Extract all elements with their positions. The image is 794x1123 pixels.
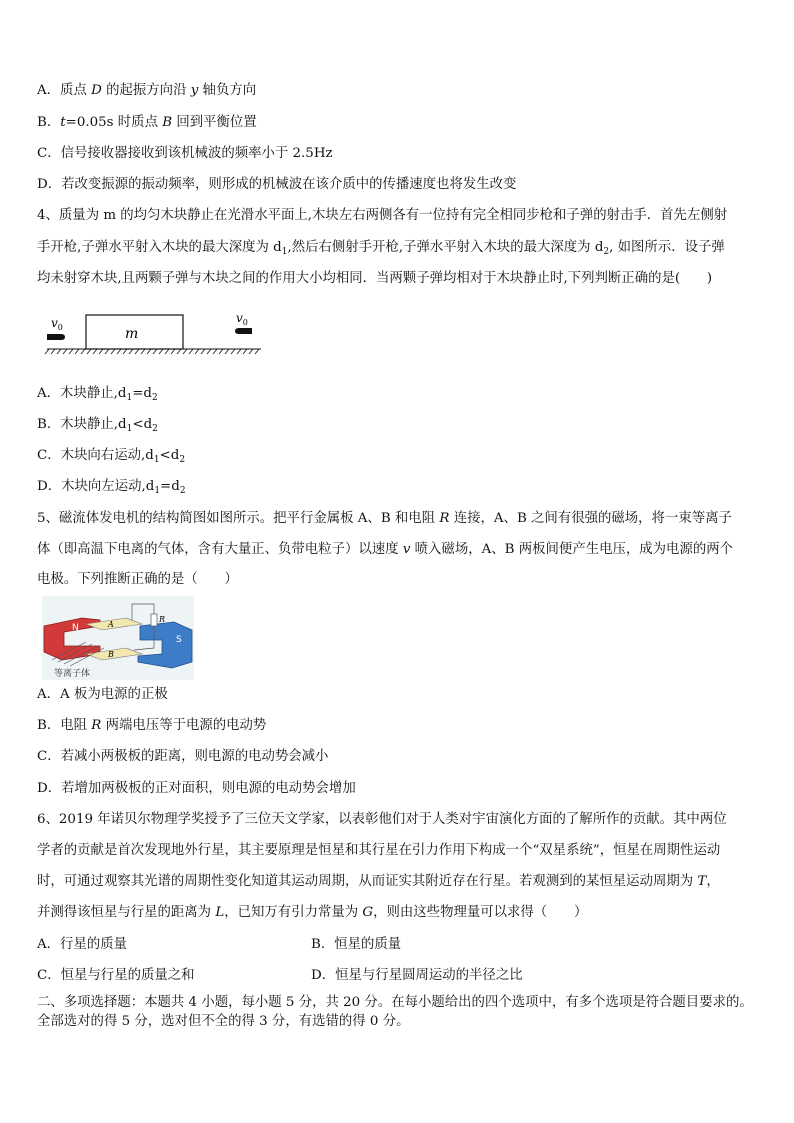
plate-a-label: A	[108, 620, 114, 629]
resistor	[151, 614, 157, 626]
q3-option-c: C．信号接收器接收到该机械波的频率小于 2.5Hz	[37, 146, 333, 161]
q4-l2-c: , 如图所示．设子弹	[609, 240, 725, 255]
ground-hatching	[45, 349, 259, 354]
section2-instructions-line2: 全部选对的得 5 分，选对但不全的得 3 分，有选错的得 0 分。	[37, 1014, 410, 1029]
q3-a-text3: 轴负方向	[198, 83, 257, 98]
q3-b-text3: 回到平衡位置	[172, 115, 257, 130]
q4-c-text: C．木块向右运动,d	[37, 448, 154, 463]
q6-stem-line2: 学者的贡献是首次发现地外行星，其主要原理是恒星和其行星在引力作用下构成一个“双星系统”，恒星在周期性运动	[37, 843, 721, 858]
q5-l2-a: 体（即高温下电离的气体，含有大量正、负带电粒子）以速度	[37, 542, 403, 557]
plate-b-label: B	[108, 650, 114, 659]
q5-option-a: A．A 板为电源的正极	[37, 687, 168, 702]
q4-c-op: <d	[159, 448, 180, 463]
q4-l2-sub1: 1	[281, 247, 288, 257]
q4-figure-block-bullets	[43, 308, 265, 358]
q4-stem-line1: 4、质量为 m 的均匀木块静止在光滑水平面上,木块左右两侧各有一位持有完全相同步枪和子弹的射击手．首先左侧射	[37, 208, 728, 223]
q6-stem-line1: 6、2019 年诺贝尔物理学奖授予了三位天文学家，以表彰他们对于人类对宇宙演化方面的了解所作的贡献。其中两位	[37, 812, 727, 827]
q5-stem-line2	[37, 541, 733, 559]
q5-stem-line3: 电极。下列推断正确的是（ ）	[37, 572, 238, 587]
q5-b-pre: B．电阻	[37, 718, 92, 733]
q4-b-text: B．木块静止,d	[37, 417, 127, 432]
plasma-label: 等离子体	[54, 669, 91, 679]
q6-option-c: C．恒星与行星的质量之和	[37, 968, 195, 983]
south-label: S	[176, 635, 182, 645]
q4-option-c	[37, 447, 185, 469]
section2-instructions-line1: 二、多项选择题：本题共 4 小题，每小题 5 分，共 20 分。在每小题给出的四个选项中，有多个选项是符合题目要求的。	[37, 995, 753, 1010]
q6-l4-c: ，则由这些物理量可以求得（ ）	[373, 905, 588, 920]
q5-l1-b: 连接，A、B 之间有很强的磁场，将一束等离子	[449, 511, 732, 526]
left-bullet	[47, 334, 65, 340]
q6-l4-var1: L	[215, 905, 225, 920]
q5-l2-var: v	[402, 542, 411, 557]
q5-b-var: R	[91, 718, 102, 733]
q5-l2-b: 喷入磁场，A、B 两板间便产生电压，成为电源的两个	[410, 542, 734, 557]
q3-a-text2: 的起振方向沿	[101, 83, 191, 98]
q4-a-sub1: 1	[126, 393, 133, 403]
q3-a-var: D	[91, 83, 102, 98]
q3-b-text: B．	[37, 115, 61, 130]
q6-option-a: A．行星的质量	[37, 937, 128, 952]
q6-l3-b: ，	[706, 874, 720, 889]
q3-b-var: t	[60, 115, 66, 130]
q4-c-sub2: 2	[179, 455, 186, 465]
q3-option-d: D．若改变振源的振动频率，则形成的机械波在该介质中的传播速度也将发生改变	[37, 177, 517, 192]
q6-stem-line3	[37, 873, 720, 891]
q4-d-sub1: 1	[154, 486, 161, 496]
q5-option-d: D．若增加两极板的正对面积，则电源的电动势会增加	[37, 781, 356, 796]
resistor-label: R	[159, 615, 166, 624]
q4-option-b	[37, 416, 158, 438]
q5-stem-line1	[37, 510, 732, 528]
left-velocity-label: $v_0$	[51, 316, 63, 332]
q4-option-d	[37, 478, 186, 500]
q6-l3-a: 时，可通过观察其光谱的周期性变化知道其运动周期，从而证实其附近存在行星。若观测到的某恒星运动周期为	[37, 874, 698, 889]
q4-option-a	[37, 385, 158, 407]
q3-option-a	[37, 82, 256, 100]
q5-figure-mhd-generator	[42, 596, 194, 680]
q5-l1-a: 5、磁流体发电机的结构简图如图所示。把平行金属板 A、B 和电阻	[37, 511, 440, 526]
q4-b-sub1: 1	[126, 424, 133, 434]
q4-l2-b: ,然后右侧射手开枪,子弹水平射入木块的最大深度为 d	[287, 240, 604, 255]
q6-option-b: B．恒星的质量	[311, 937, 402, 952]
q4-a-sub2: 2	[151, 393, 158, 403]
q4-a-op: =d	[132, 386, 152, 401]
q3-b-var2: B	[162, 115, 173, 130]
q4-d-sub2: 2	[179, 486, 186, 496]
q5-option-c: C．若减小两极板的距离，则电源的电动势会减小	[37, 749, 329, 764]
q4-a-text: A．木块静止,d	[37, 386, 127, 401]
q4-b-sub2: 2	[152, 424, 158, 434]
q6-l4-a: 并测得该恒星与行星的距离为	[37, 905, 216, 920]
q4-stem-line3: 均未射穿木块,且两颗子弹与木块之间的作用大小均相同．当两颗子弹均相对于木块静止时,下列判断正确的是( )	[37, 271, 713, 286]
q3-a-var2: y	[190, 83, 199, 98]
q3-option-b	[37, 114, 257, 132]
q6-l4-b: ，已知万有引力常量为	[224, 905, 363, 920]
right-bullet	[235, 328, 252, 334]
q4-stem-line2	[37, 239, 725, 261]
q4-d-op: =d	[160, 479, 180, 494]
q4-d-text: D．木块向左运动,d	[37, 479, 155, 494]
q4-c-sub1: 1	[153, 455, 160, 465]
q3-b-text2: =0.05s 时质点	[65, 115, 163, 130]
q6-stem-line4	[37, 904, 587, 922]
q5-option-b	[37, 717, 266, 735]
q5-l1-var: R	[439, 511, 450, 526]
q3-a-text: A．质点	[37, 83, 92, 98]
q4-l2-sub2: 2	[603, 247, 610, 257]
q6-option-d: D．恒星与行星圆周运动的半径之比	[311, 968, 523, 983]
q6-l3-var: T	[697, 874, 707, 889]
q6-l4-var2: G	[362, 905, 374, 920]
q4-b-op: <d	[132, 417, 153, 432]
q4-l2-a: 手开枪,子弹水平射入木块的最大深度为 d	[37, 240, 282, 255]
north-label: N	[72, 623, 79, 633]
q5-b-post: 两端电压等于电源的电动势	[101, 718, 267, 733]
right-velocity-label: $v_0$	[236, 311, 248, 327]
block-mass-label: m	[125, 326, 139, 342]
